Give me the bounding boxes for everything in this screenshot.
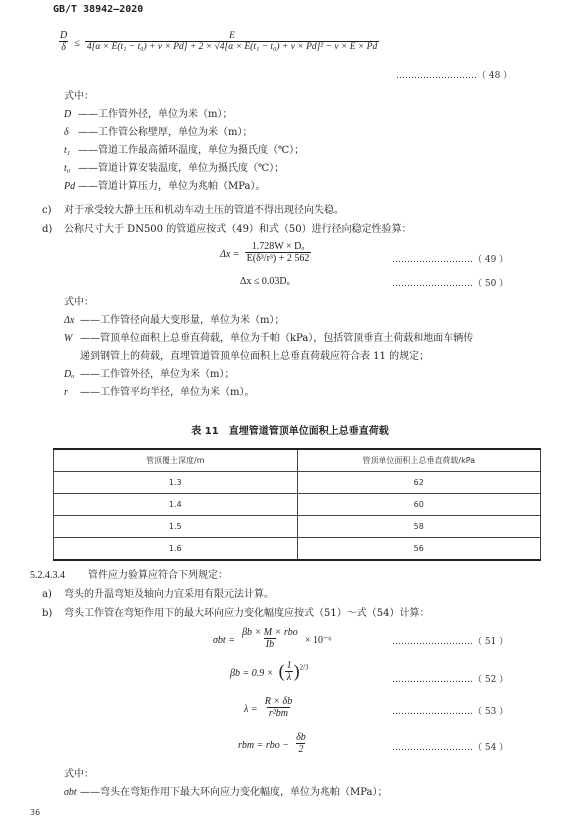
standard-number: GB/T 38942—2020 <box>53 4 144 15</box>
where-item: t₀ ——管道计算安装温度，单位为摄氏度（℃）； <box>64 163 285 174</box>
table-cell: 62 <box>297 472 541 494</box>
table-cell: 58 <box>297 516 541 538</box>
formula-53: λ = $\frac{R \times \delta b}{\text{r²bm}}$ <box>244 696 293 719</box>
table-caption: 表 11 直埋管道管顶单位面积上总垂直荷载 <box>191 426 389 437</box>
where-item: δ ——工作管公称壁厚，单位为米（m）； <box>64 127 253 138</box>
formula-51-tag: ………………………（ 51 ） <box>392 637 509 647</box>
table-cell: 1.4 <box>54 494 298 516</box>
column-header: 管顶覆土深度/m <box>54 449 298 472</box>
table-cell: 60 <box>297 494 541 516</box>
formula-53-tag: ………………………（ 53 ） <box>392 707 509 717</box>
formula-49: Δx = $\frac{\text{1.728W × Dₒ}}{\text{E(δ³/r³) + 2 562}}$ <box>220 241 310 264</box>
table-cell: 56 <box>297 538 541 561</box>
table-row <box>54 538 541 561</box>
table-cell: 1.3 <box>54 472 298 494</box>
section-heading: 5.2.4.3.4 管件应力验算应符合下列规定： <box>30 570 228 581</box>
list-item-a: a) 弯头的升温弯矩及轴向力宜采用有限元法计算。 <box>42 589 274 600</box>
formula-52: βb = 0.9 × ( $\frac{1}{\lambda}$ )$^{2/3}$ <box>230 660 309 683</box>
formula-54-tag: ………………………（ 54 ） <box>392 743 509 753</box>
table-row <box>54 516 541 538</box>
where-list-2 <box>64 314 473 400</box>
where-label-1: 式中： <box>64 91 94 102</box>
where-item: Dₒ ——工作管外径，单位为米（m）； <box>64 369 235 380</box>
table-header-row <box>54 449 541 472</box>
where-item: D ——工作管外径，单位为米（m）； <box>64 109 233 120</box>
formula-48-tag: ………………………（ 48 ） <box>396 71 513 81</box>
where-list-1 <box>64 108 304 194</box>
list-item-b: b) 弯头工作管在弯矩作用下的最大环向应力变化幅度应按式（51）～式（54）计算： <box>42 608 430 619</box>
formula-49-tag: ………………………（ 49 ） <box>392 255 509 265</box>
where-item: Pd ——管道计算压力，单位为兆帕（MPa）。 <box>64 181 266 192</box>
where-item: t₁ ——管道工作最高循环温度，单位为摄氏度（℃）； <box>64 145 305 156</box>
formula-54: rbm = rbo − $\frac{\delta b}{2}$ <box>238 732 306 755</box>
where-label-2: 式中： <box>64 297 94 308</box>
formula-52-tag: ………………………（ 52 ） <box>392 675 509 685</box>
table-row <box>54 494 541 516</box>
where-item: r ——工作管平均半径，单位为米（m）。 <box>64 387 255 398</box>
list-item-c: c) 对于承受较大静土压和机动车动土压的管道不得出现径向失稳。 <box>42 205 344 216</box>
formula-51: σbt = $\frac{\text{βb × M × rbo}}{Ib}$ × 10⁻⁶ <box>213 627 332 650</box>
load-table <box>53 448 541 561</box>
formula-50: Δx ≤ 0.03Dₒ <box>240 276 290 287</box>
table-cell: 1.5 <box>54 516 298 538</box>
where-item: σbt ——弯头在弯矩作用下最大环向应力变化幅度，单位为兆帕（MPa）； <box>64 787 388 798</box>
column-header: 管顶单位面积上总垂直荷载/kPa <box>297 449 541 472</box>
where-item: W ——管顶单位面积上总垂直荷载，单位为千帕（kPa），包括管顶垂直土荷载和地面车辆传 <box>64 333 474 344</box>
where-item: Δx ——工作管径向最大变形量，单位为米（m）； <box>64 315 285 326</box>
page-number: 36 <box>30 808 41 817</box>
table-cell: 1.6 <box>54 538 298 561</box>
formula-48: $\frac{D}{\delta}$ ≤ E 4[α × E(t₁ − t₀) + ν × Pd] + 2 × √4[α × E(t₁ − t₀) + ν × Pd]² − ν × E × Pd <box>60 30 378 53</box>
list-item-d: d) 公称尺寸大于 DN500 的管道应按式（49）和式（50）进行径向稳定性验算： <box>42 224 412 235</box>
table-row <box>54 472 541 494</box>
formula-50-tag: ………………………（ 50 ） <box>392 279 509 289</box>
where-label-3: 式中： <box>64 769 94 780</box>
where-item-continued: 递到钢管上的荷载，直埋管道管顶单位面积上总垂直荷载应符合表 11 的规定； <box>80 351 430 362</box>
